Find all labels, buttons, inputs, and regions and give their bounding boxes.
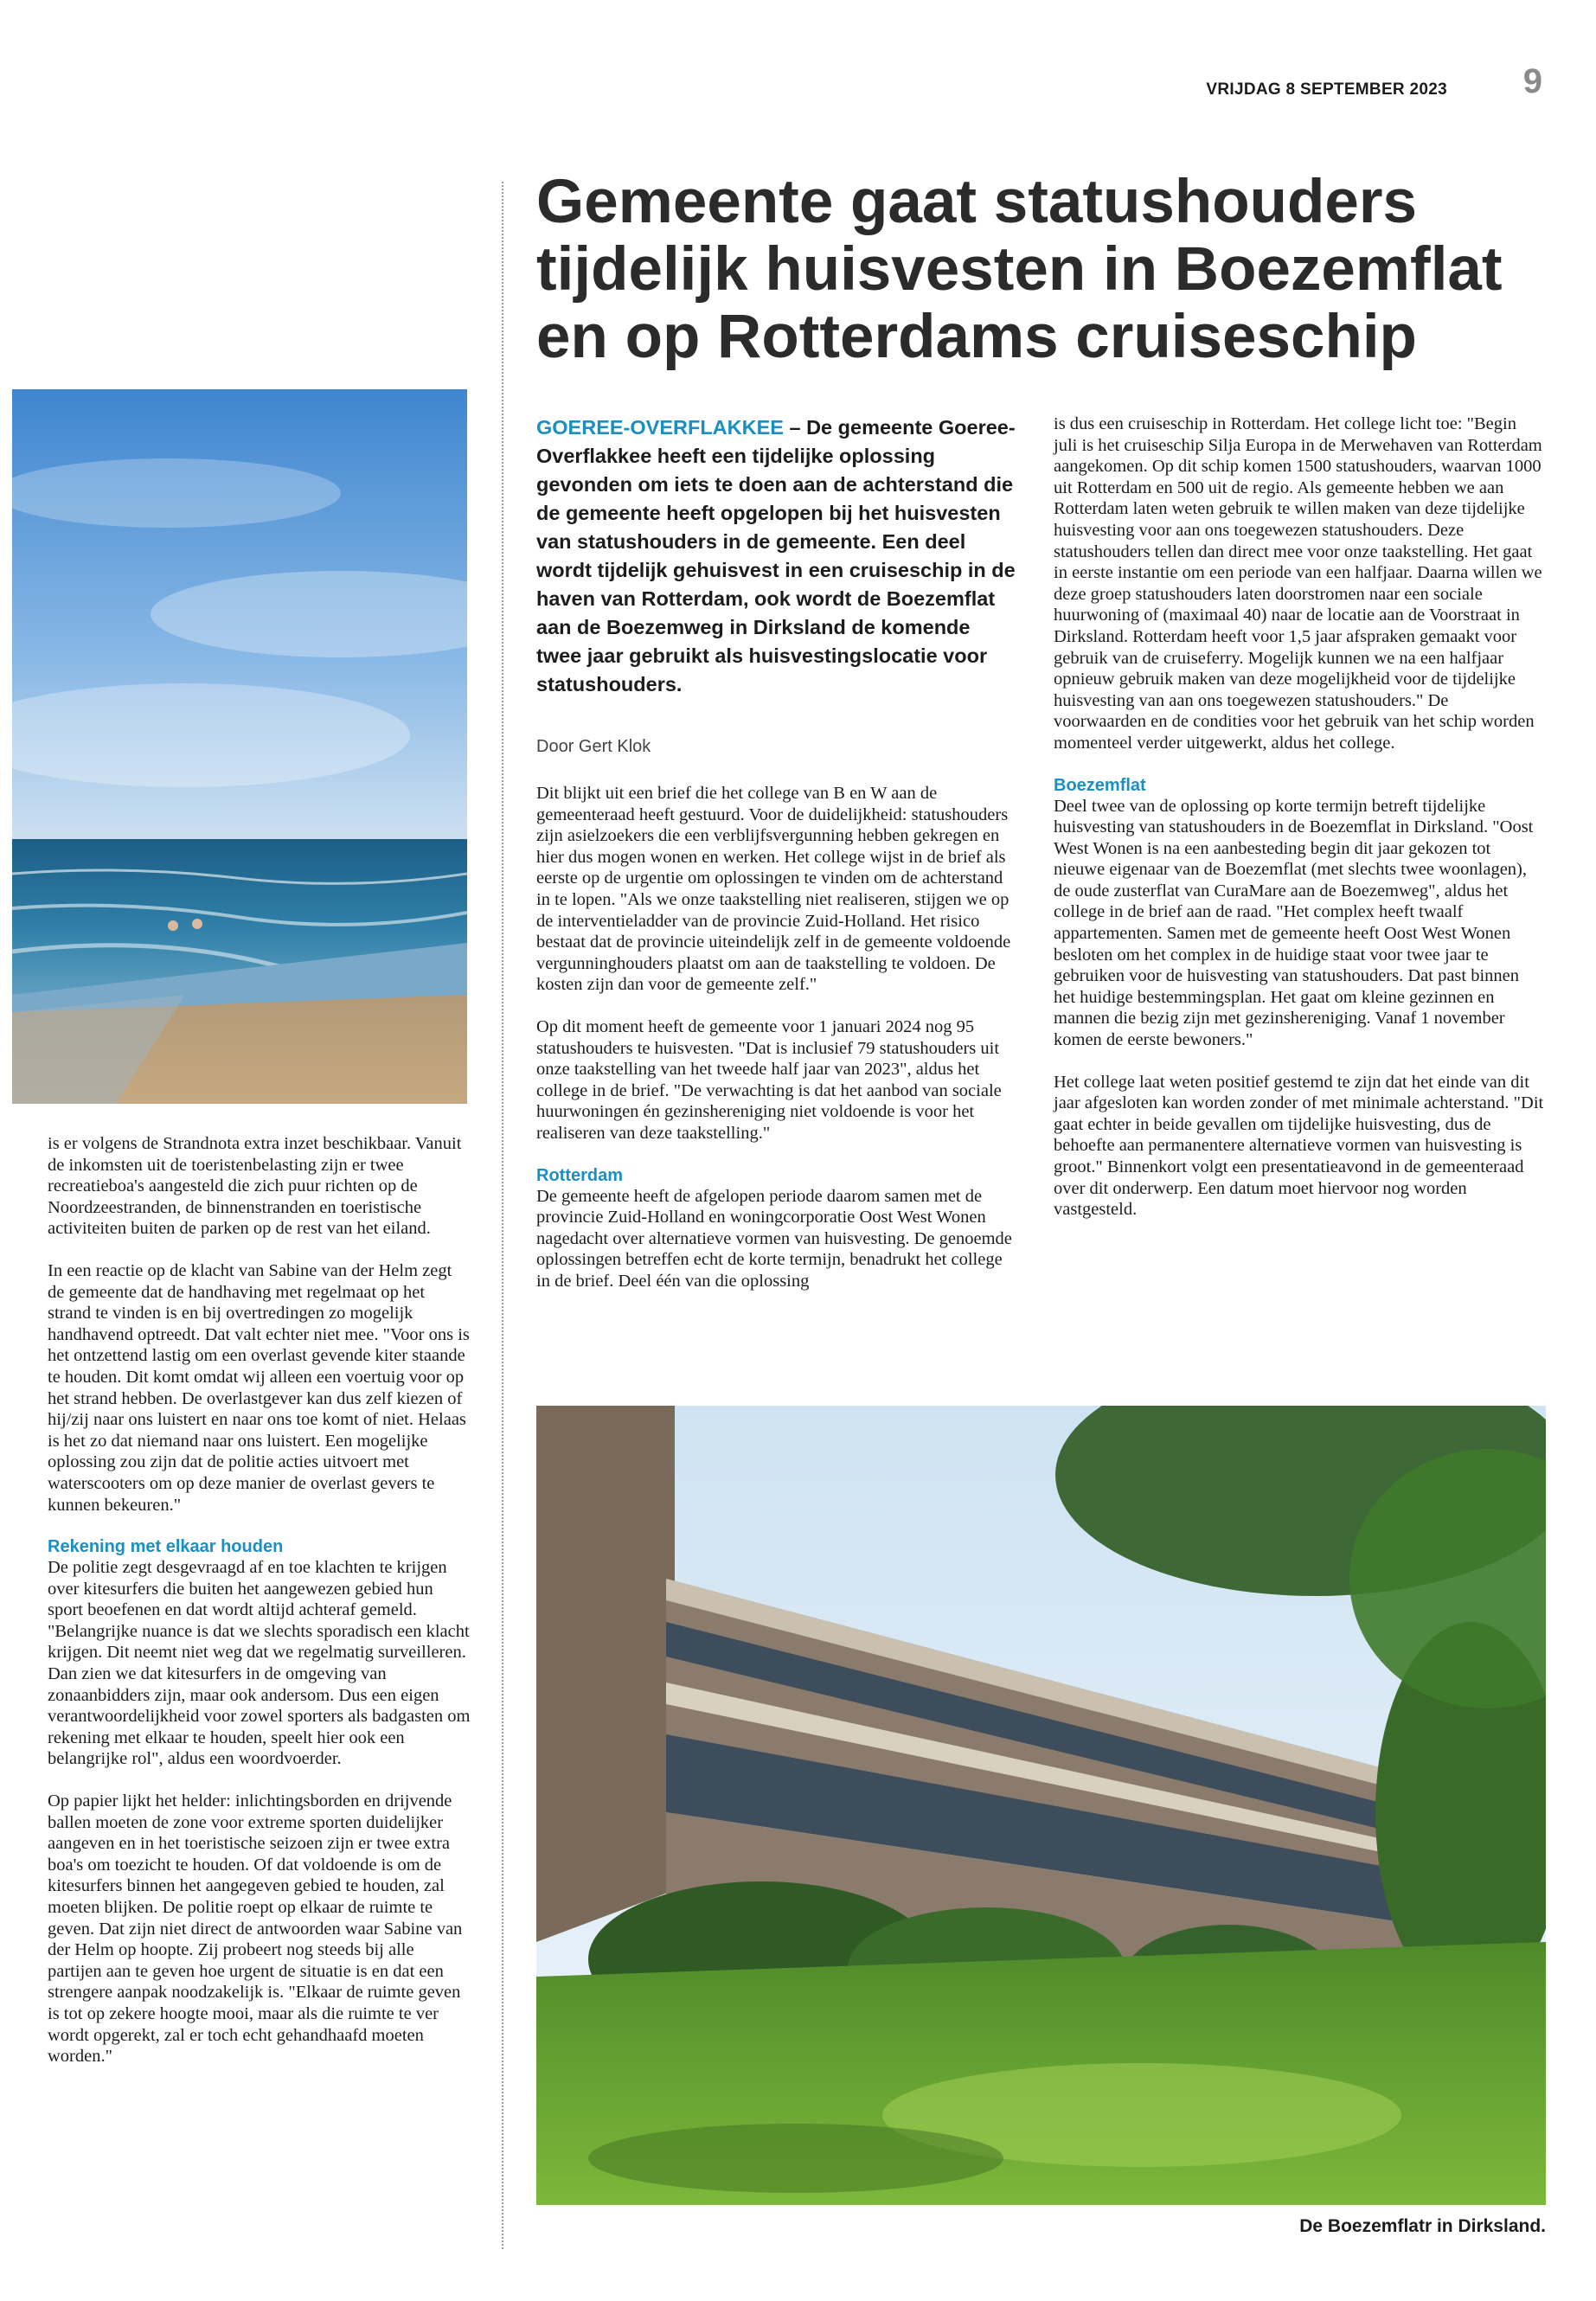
lead-location: GOEREE-OVERFLAKKEE (536, 416, 784, 439)
article-column-left (48, 1133, 471, 2088)
paragraph: Op dit moment heeft de gemeente voor 1 januari 2024 nog 95 statushouders te huisvesten. "Dat is inclusief 79 statushouders uit onze taakstelling van het tweede half jaar van 2023", aldus het college in de brief. "De verwachting is dat het aanbod van sociale huurwoningen én gezinshereniging niet voldoende is voor het realiseren van deze taakstelling." (536, 1016, 1002, 1143)
issue-date: VRIJDAG 8 SEPTEMBER 2023 (1206, 80, 1447, 99)
article-column-right (1054, 413, 1544, 1241)
paragraph: Dit blijkt uit een brief die het college van B en W aan de gemeenteraad heeft gestuurd. Voor de duidelijkheid: statushouders zijn asielzoekers die een verblijfsvergunning hebben gekregen en hier dus mogen wonen en werken. Het college wijst in de brief als eerste op de urgentie om oplossingen te vinden om de achterstand in te lopen. "Als we onze taakstelling niet realiseren, stijgen we op de interventieladder van de provincie Zuid-Holland. Het risico bestaat dat de provincie uiteindelijk zelf in de gemeente voldoende vergunninghouders plaatst om aan de taakstelling te voldoen. De kosten zijn dan voor de gemeente zelf." (536, 784, 1011, 995)
article-column-middle (536, 783, 1016, 1312)
paragraph: De gemeente heeft de afgelopen periode daarom samen met de provincie Zuid-Holland en woningcorporatie Oost West Wonen nagedacht over alternatieve vormen van huisvesting. De genoemde oplossingen betreffen echt de korte termijn, benadrukt het college in de brief. Deel één van die oplossing (536, 1186, 1012, 1291)
lead-text: – De gemeente Goeree-Overflakkee heeft een tijdelijke oplossing gevonden om iets te doen aan de achterstand die de gemeente heeft opgelopen bij het huisvesten van statushouders in de gemeente. Een deel wordt tijdelijk gehuisvest in een cruiseschip in de haven van Rotterdam, ook wordt de Boezemflat aan de Boezemweg in Dirksland de komende twee jaar gebruikt als huisvestingslocatie voor statushouders. (536, 416, 1016, 695)
article-lead (536, 413, 1017, 699)
paragraph: is er volgens de Strandnota extra inzet beschikbaar. Vanuit de inkomsten uit de toeristenbelasting zijn er twee recreatieboa's aangesteld die zich puur richten op de Noordzeestranden, de binnenstranden en toeristische activiteiten buiten de parken op de rest van het eiland. (48, 1134, 462, 1239)
paragraph: is dus een cruiseschip in Rotterdam. Het college licht toe: "Begin juli is het cruiseschip Silja Europa in de Merwehaven van Rotterdam aangekomen. Op dit schip komen 1500 statushouders, waarvan 1000 uit Rotterdam en 500 uit de regio. Als gemeente hebben we aan Rotterdam laten weten gebruik te willen maken van deze tijdelijke huisvesting voor aan ons toegewezen statushouders. Deze statushouders tellen dan direct mee voor onze taakstelling. Het gaat in eerste instantie om een periode van een halfjaar. Daarna willen we deze groep statushouders laten doorstromen naar een sociale huurwoning of (maximaal 40) naar de locatie aan de Voorstraat in Dirksland. Rotterdam heeft voor 1,5 jaar afspraken gemaakt voor gebruik van de cruiseferry. Mogelijk kunnen we na een halfjaar opnieuw gebruik maken van deze mogelijkheid voor de tijdelijke huisvesting van aan ons toegewezen statushouders." De voorwaarden en de condities voor het gebruik van het schip worden momenteel verder uitgewerkt, aldus het college. (1054, 414, 1542, 753)
paragraph: Het college laat weten positief gestemd te zijn dat het einde van dit jaar afgesloten kan worden zonder of met minimale achterstand. "Dit gaat echter in beide gevallen om tijdelijke huisvesting, dus de behoefte aan permanentere alternatieve vormen van huisvesting is groot." Binnenkort volgt een presentatieavond in de gemeenteraad over dit onderwerp. Een datum moet hiervoor nog worden vastgesteld. (1054, 1072, 1544, 1220)
byline: Door Gert Klok (536, 737, 651, 756)
paragraph: De politie zegt desgevraagd af en toe klachten te krijgen over kitesurfers die buiten het aangewezen gebied hun sport beoefenen en dat wordt altijd achteraf gemeld. "Belangrijke nuance is dat we slechts sporadisch een klacht krijgen. Dit neemt niet weg dat we regelmatig surveilleren. Dan zien we dat kitesurfers in de omgeving van zonaanbidders zijn, maar ook andersom. Dus een eigen verantwoordelijkheid voor zowel sporters als badgasten om rekening met elkaar te houden, speelt hier ook een belangrijke rol", aldus een woordvoerder. (48, 1558, 471, 1769)
boezemflat-photo (536, 1406, 1546, 2205)
page-number: 9 (1522, 62, 1542, 100)
paragraph: In een reactie op de klacht van Sabine van der Helm zegt de gemeente dat de handhaving met regelmaat op het strand te vinden is en bij overtredingen zo mogelijk handhavend optreedt. Dat valt echter niet mee. "Voor ons is het ontzettend lastig om een overlast gevende kiter staande te houden. Dit komt omdat wij alleen een voertuig voor op het strand hebben. De overlastgever kan dus zelf kiezen of hij/zij naar ons luistert en naar ons toe komt of niet. Helaas is het zo dat niemand naar ons luistert. Een mogelijke oplossing zou zijn dat de politie acties uitvoert met waterscooters om op deze manier de overlast gevers te kunnen bekeuren." (48, 1260, 470, 1515)
beach-photo (12, 389, 467, 1104)
subheading-rekening: Rekening met elkaar houden (48, 1537, 284, 1557)
subheading-boezemflat: Boezemflat (1054, 775, 1146, 795)
paragraph: Deel twee van de oplossing op korte termijn betreft tijdelijke huisvesting van statushouders in de Boezemflat in Dirksland. "Oost West Wonen is na een aanbesteding begin dit jaar gekozen tot nieuwe eigenaar van de Boezemflat (met slechts twee woonlagen), de oude zusterflat van CuraMare aan de Boezemweg", aldus het college in de brief aan de raad. "Het complex heeft twaalf appartementen. Samen met de gemeente heeft Oost West Wonen besloten om het complex in de huidige staat voor twee jaar te gebruiken voor de huisvesting van statushouders. Dat past binnen het huidige bestemmingsplan. Het gaat om kleine gezinnen en mannen die bezig zijn met gezinshereniging. Vanaf 1 november komen de eerste bewoners." (1054, 796, 1534, 1050)
paragraph: Op papier lijkt het helder: inlichtingsborden en drijvende ballen moeten de zone voor extreme sporten duidelijker aangeven en in het toeristische seizoen zijn er twee extra boa's om toezicht te houden. Of dat voldoende is om de kitesurfers binnen het aangegeven gebied te houden, zal moeten blijken. De politie roept op elkaar de ruimte te geven. Dat zijn niet direct de antwoorden waar Sabine van der Helm op hoopte. Zij probeert nog steeds bij alle partijen aan te geven hoe urgent de situatie is en dat een strengere aanpak noodzakelijk is. "Elkaar de ruimte geven is tot op zekere hoogte mooi, maar als die ruimte te ver wordt opgerekt, zal er toch echt gehandhaafd moeten worden." (48, 1791, 463, 2067)
subheading-rotterdam: Rotterdam (536, 1165, 624, 1185)
column-divider (502, 182, 503, 2249)
photo-caption: De Boezemflatr in Dirksland. (1299, 2216, 1546, 2236)
article-headline: Gemeente gaat statushouders tijdelijk huisvesten in Boezemflat en op Rotterdams cruiseschip (536, 168, 1503, 371)
